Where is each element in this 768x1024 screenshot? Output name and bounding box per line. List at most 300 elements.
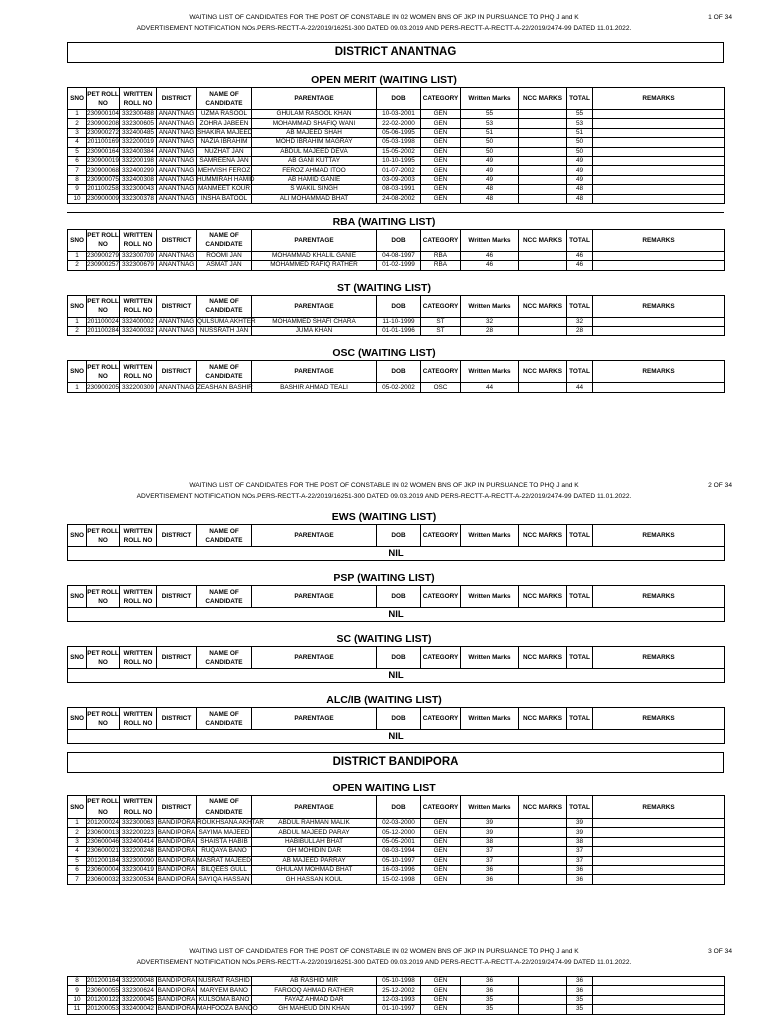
cell-written-roll-no: 332300605 bbox=[120, 119, 157, 128]
cell-remarks bbox=[593, 110, 725, 119]
cell-category: GEN bbox=[421, 185, 461, 194]
cell-candidate-name: ZEASHAN BASHIR bbox=[197, 383, 253, 391]
header-notification: ADVERTISEMENT NOTIFICATION NOs.PERS-RECTT-A-22/2019/16251-300 DATED 09.03.2019 AND PERS-RECTT-A-RECTT-A-22/2019/2474-99 DATED 11.01.2022. bbox=[136, 959, 632, 966]
column-header-category: CATEGORY bbox=[421, 647, 461, 669]
column-header-pet-roll-no: PET ROLL NO bbox=[87, 796, 120, 819]
cell-pet-roll-no: 201100284 bbox=[87, 327, 119, 335]
cell-remarks bbox=[593, 175, 725, 184]
cell-category: RBA bbox=[421, 261, 461, 270]
cell-written-marks: 51 bbox=[461, 128, 519, 137]
cell-written-marks: 37 bbox=[461, 847, 519, 856]
cell-remarks bbox=[593, 194, 725, 203]
column-header-written-roll-no: WRITTEN ROLL NO bbox=[120, 647, 157, 669]
cell-total: 39 bbox=[567, 819, 593, 828]
cell-candidate-name: SAYIMA MAJEED bbox=[198, 828, 250, 836]
cell-remarks bbox=[593, 138, 725, 147]
column-header-sno: SNO bbox=[68, 295, 87, 317]
waiting-list-table bbox=[67, 360, 725, 392]
column-header-category: CATEGORY bbox=[421, 708, 461, 730]
cell-written-roll-no: 332400384 bbox=[120, 147, 157, 156]
header-notification: ADVERTISEMENT NOTIFICATION NOs.PERS-RECTT-A-22/2019/16251-300 DATED 09.03.2019 AND PERS-RECTT-A-RECTT-A-22/2019/2474-99 DATED 11.01.2022. bbox=[136, 25, 632, 32]
waiting-list-table bbox=[67, 795, 725, 885]
cell-parentage: AB MAJEED PARRAY bbox=[252, 856, 377, 865]
column-header-sno: SNO bbox=[68, 361, 87, 383]
cell-category: GEN bbox=[421, 166, 461, 175]
table-row bbox=[68, 156, 725, 165]
column-header-candidate-name: NAME OF CANDIDATE bbox=[197, 88, 252, 110]
cell-total: 49 bbox=[567, 156, 593, 165]
column-header-category: CATEGORY bbox=[421, 229, 461, 251]
header-notification: ADVERTISEMENT NOTIFICATION NOs.PERS-RECTT-A-22/2019/16251-300 DATED 09.03.2019 AND PERS-RECTT-A-RECTT-A-22/2019/2474-99 DATED 11.01.2022. bbox=[136, 493, 632, 500]
cell-written-roll-no: 332300419 bbox=[120, 865, 157, 874]
cell-dob: 22-02-2000 bbox=[377, 119, 421, 128]
header-title: WAITING LIST OF CANDIDATES FOR THE POST OF CONSTABLE IN 02 WOMEN BNS OF JKP IN PURSUANCE TO PHQ J and K bbox=[189, 14, 579, 21]
column-header-written-marks: Written Marks bbox=[461, 361, 519, 383]
cell-pet-roll-no: 230600046 bbox=[87, 837, 119, 845]
column-header-pet-roll-no: PET ROLL NO bbox=[87, 708, 120, 730]
cell-category: GEN bbox=[421, 995, 461, 1004]
table-row bbox=[68, 138, 725, 147]
cell-total: 37 bbox=[567, 856, 593, 865]
cell-district: ANANTNAG bbox=[157, 261, 197, 270]
section-title: SC (WAITING LIST) bbox=[336, 633, 432, 645]
cell-category: ST bbox=[421, 327, 461, 336]
cell-total: 39 bbox=[567, 828, 593, 837]
separator bbox=[67, 212, 724, 213]
cell-total: 36 bbox=[567, 865, 593, 874]
column-header-written-marks: Written Marks bbox=[461, 525, 519, 547]
cell-candidate-name: SAMREENA JAN bbox=[197, 156, 252, 165]
cell-written-roll-no: 332400414 bbox=[120, 837, 157, 846]
cell-sno: 1 bbox=[68, 317, 87, 326]
column-header-parentage: PARENTAGE bbox=[252, 647, 377, 669]
cell-written-marks: 39 bbox=[461, 828, 519, 837]
cell-parentage: FAROOQ AHMAD RATHER bbox=[252, 986, 377, 995]
cell-total: 35 bbox=[567, 1005, 593, 1014]
column-header-written-marks: Written Marks bbox=[461, 647, 519, 669]
table-header-row bbox=[68, 796, 725, 819]
waiting-list-table bbox=[67, 87, 725, 204]
page-header bbox=[0, 12, 768, 42]
cell-candidate-name: QULSUMA AKHTER bbox=[197, 317, 256, 325]
cell-sno: 10 bbox=[68, 194, 87, 203]
cell-pet-roll-no: 201200024 bbox=[87, 819, 119, 827]
cell-ncc-marks bbox=[519, 819, 567, 828]
cell-category: GEN bbox=[421, 837, 461, 846]
waiting-list-table bbox=[67, 524, 725, 561]
column-header-category: CATEGORY bbox=[421, 295, 461, 317]
cell-written-roll-no: 332300488 bbox=[120, 110, 157, 119]
cell-total: 37 bbox=[567, 847, 593, 856]
cell-parentage: HABIBULLAH BHAT bbox=[252, 837, 377, 846]
column-header-total: TOTAL bbox=[567, 525, 593, 547]
cell-sno: 6 bbox=[68, 156, 87, 165]
cell-district: ANANTNAG bbox=[157, 110, 197, 119]
column-header-ncc-marks: NCC MARKS bbox=[519, 647, 567, 669]
table-header-row bbox=[68, 229, 725, 251]
cell-district: BANDIPORA bbox=[157, 866, 196, 874]
cell-total: 48 bbox=[567, 185, 593, 194]
cell-district: ANANTNAG bbox=[157, 156, 197, 165]
column-header-written-roll-no: WRITTEN ROLL NO bbox=[120, 295, 157, 317]
waiting-list-table bbox=[67, 976, 725, 1015]
cell-remarks bbox=[593, 317, 725, 326]
column-header-written-marks: Written Marks bbox=[461, 229, 519, 251]
cell-candidate-name: NUSSRATH JAN bbox=[197, 327, 252, 336]
column-header-total: TOTAL bbox=[567, 647, 593, 669]
cell-category: GEN bbox=[421, 147, 461, 156]
table-row bbox=[68, 147, 725, 156]
cell-dob: 01-07-2002 bbox=[377, 166, 421, 175]
cell-dob: 02-03-2000 bbox=[377, 819, 421, 828]
table-header-row bbox=[68, 525, 725, 547]
column-header-parentage: PARENTAGE bbox=[252, 525, 377, 547]
cell-parentage: FEROZ AHMAD ITOO bbox=[252, 166, 377, 175]
cell-parentage: FAYAZ AHMAD DAR bbox=[252, 995, 377, 1004]
table-row bbox=[68, 847, 725, 856]
table-row bbox=[68, 977, 725, 986]
cell-total: 36 bbox=[567, 986, 593, 995]
column-header-sno: SNO bbox=[68, 229, 87, 251]
column-header-sno: SNO bbox=[68, 647, 87, 669]
cell-written-marks: 48 bbox=[461, 185, 519, 194]
column-header-district: DISTRICT bbox=[157, 229, 197, 251]
cell-dob: 12-03-1993 bbox=[377, 995, 421, 1004]
table-row bbox=[68, 986, 725, 995]
cell-dob: 01-01-1996 bbox=[377, 327, 421, 336]
column-header-written-marks: Written Marks bbox=[461, 586, 519, 608]
cell-remarks bbox=[593, 856, 725, 865]
cell-written-marks: 46 bbox=[461, 261, 519, 270]
table-body bbox=[68, 383, 725, 392]
cell-written-roll-no: 332300043 bbox=[120, 185, 157, 194]
cell-ncc-marks bbox=[519, 837, 567, 846]
cell-sno: 2 bbox=[68, 119, 87, 128]
column-header-candidate-name: NAME OF CANDIDATE bbox=[197, 361, 252, 383]
cell-district: BANDIPORA bbox=[157, 837, 196, 845]
cell-parentage: ABDUL MAJEED DEVA bbox=[252, 147, 377, 156]
waiting-list-table bbox=[67, 585, 725, 622]
cell-district: BANDIPORA bbox=[157, 847, 196, 855]
cell-district: BANDIPORA bbox=[157, 856, 196, 864]
column-header-parentage: PARENTAGE bbox=[252, 229, 377, 251]
cell-candidate-name: INSHA BATOOL bbox=[197, 194, 252, 203]
table-body bbox=[68, 819, 725, 885]
column-header-written-marks: Written Marks bbox=[461, 88, 519, 110]
column-header-ncc-marks: NCC MARKS bbox=[519, 525, 567, 547]
cell-pet-roll-no: 230900009 bbox=[87, 194, 119, 202]
cell-district: ANANTNAG bbox=[157, 317, 197, 326]
cell-dob: 05-05-2001 bbox=[377, 837, 421, 846]
cell-parentage: ALI MOHAMMAD BHAT bbox=[252, 194, 377, 203]
cell-written-roll-no: 332300378 bbox=[120, 194, 157, 203]
cell-candidate-name: NAZIA IBRAHIM bbox=[197, 138, 252, 147]
table-body bbox=[68, 317, 725, 336]
section-title: ST (WAITING LIST) bbox=[337, 281, 431, 294]
cell-pet-roll-no: 230900068 bbox=[87, 166, 119, 174]
column-header-pet-roll-no: PET ROLL NO bbox=[87, 361, 120, 383]
cell-total: 51 bbox=[567, 128, 593, 137]
table-header-row bbox=[68, 586, 725, 608]
column-header-total: TOTAL bbox=[567, 88, 593, 110]
cell-category: GEN bbox=[421, 119, 461, 128]
cell-written-roll-no: 332400032 bbox=[120, 327, 157, 336]
cell-total: 46 bbox=[567, 251, 593, 260]
cell-candidate-name: SHAKIRA MAJEED bbox=[197, 128, 253, 136]
cell-ncc-marks bbox=[519, 175, 567, 184]
cell-written-marks: 49 bbox=[461, 156, 519, 165]
cell-written-roll-no: 332200309 bbox=[120, 383, 157, 392]
cell-remarks bbox=[593, 327, 725, 336]
cell-written-roll-no: 332300709 bbox=[120, 251, 157, 260]
column-header-remarks: REMARKS bbox=[593, 88, 725, 110]
column-header-remarks: REMARKS bbox=[593, 796, 725, 819]
column-header-pet-roll-no: PET ROLL NO bbox=[87, 229, 120, 251]
column-header-district: DISTRICT bbox=[157, 295, 197, 317]
cell-dob: 05-10-1998 bbox=[377, 977, 421, 986]
column-header-pet-roll-no: PET ROLL NO bbox=[87, 295, 120, 317]
cell-dob: 05-02-2002 bbox=[377, 383, 421, 392]
column-header-parentage: PARENTAGE bbox=[252, 295, 377, 317]
cell-remarks bbox=[593, 156, 725, 165]
cell-ncc-marks bbox=[519, 128, 567, 137]
column-header-parentage: PARENTAGE bbox=[252, 361, 377, 383]
cell-written-marks: 44 bbox=[461, 383, 519, 392]
cell-district: BANDIPORA bbox=[157, 977, 196, 985]
cell-dob: 05-06-1995 bbox=[377, 128, 421, 137]
column-header-total: TOTAL bbox=[567, 796, 593, 819]
column-header-ncc-marks: NCC MARKS bbox=[519, 586, 567, 608]
cell-sno: 7 bbox=[68, 875, 87, 884]
section-title: OSC (WAITING LIST) bbox=[332, 347, 436, 360]
table-header-row bbox=[68, 295, 725, 317]
column-header-candidate-name: NAME OF CANDIDATE bbox=[197, 525, 252, 547]
cell-category: RBA bbox=[421, 251, 461, 260]
column-header-written-marks: Written Marks bbox=[461, 295, 519, 317]
cell-remarks bbox=[593, 847, 725, 856]
column-header-written-marks: Written Marks bbox=[461, 796, 519, 819]
cell-written-marks: 36 bbox=[461, 977, 519, 986]
cell-remarks bbox=[593, 128, 725, 137]
cell-category: GEN bbox=[421, 875, 461, 884]
cell-written-marks: 46 bbox=[461, 251, 519, 260]
section-title: RBA (WAITING LIST) bbox=[332, 215, 436, 228]
cell-dob: 10-10-1995 bbox=[377, 156, 421, 165]
cell-ncc-marks bbox=[519, 119, 567, 128]
column-header-sno: SNO bbox=[68, 525, 87, 547]
cell-dob: 08-03-1994 bbox=[377, 847, 421, 856]
page-number: 2 OF 34 bbox=[708, 482, 732, 489]
cell-pet-roll-no: 201200164 bbox=[87, 977, 119, 985]
column-header-total: TOTAL bbox=[567, 295, 593, 317]
cell-ncc-marks bbox=[519, 875, 567, 884]
cell-district: ANANTNAG bbox=[157, 175, 197, 184]
cell-candidate-name: ASMAT JAN bbox=[197, 261, 252, 270]
cell-parentage: MOHAMMED RAFIQ RATHER bbox=[252, 261, 377, 270]
cell-parentage: MOHD IBRAHIM MAGRAY bbox=[252, 138, 377, 147]
cell-parentage: AB HAMID GANIE bbox=[252, 175, 377, 184]
cell-sno: 11 bbox=[68, 1005, 87, 1014]
cell-category: GEN bbox=[421, 819, 461, 828]
page-3 bbox=[0, 946, 768, 1015]
cell-category: ST bbox=[421, 317, 461, 326]
cell-category: GEN bbox=[421, 986, 461, 995]
cell-category: GEN bbox=[421, 128, 461, 137]
nil-cell: NIL bbox=[68, 608, 725, 622]
column-header-sno: SNO bbox=[68, 88, 87, 110]
cell-remarks bbox=[593, 819, 725, 828]
cell-ncc-marks bbox=[519, 865, 567, 874]
cell-sno: 8 bbox=[68, 977, 87, 986]
column-header-dob: DOB bbox=[377, 361, 421, 383]
column-header-sno: SNO bbox=[68, 586, 87, 608]
cell-category: GEN bbox=[421, 1005, 461, 1014]
cell-written-roll-no: 332400299 bbox=[120, 166, 157, 175]
cell-dob: 04-08-1997 bbox=[377, 251, 421, 260]
cell-written-roll-no: 332200048 bbox=[120, 977, 157, 986]
cell-written-marks: 35 bbox=[461, 1005, 519, 1014]
table-row bbox=[68, 194, 725, 203]
cell-candidate-name: RUQAYA BANO bbox=[197, 847, 252, 856]
cell-written-roll-no: 332200223 bbox=[120, 828, 157, 837]
cell-parentage: JUMA KHAN bbox=[252, 327, 377, 336]
cell-pet-roll-no: 230600004 bbox=[87, 866, 119, 874]
column-header-dob: DOB bbox=[377, 88, 421, 110]
page-header bbox=[0, 480, 768, 510]
cell-total: 46 bbox=[567, 261, 593, 270]
cell-district: BANDIPORA bbox=[157, 875, 196, 883]
cell-total: 53 bbox=[567, 119, 593, 128]
cell-category: GEN bbox=[421, 856, 461, 865]
cell-sno: 1 bbox=[68, 110, 87, 119]
cell-dob: 05-10-1997 bbox=[377, 856, 421, 865]
cell-written-roll-no: 332200248 bbox=[120, 847, 157, 856]
column-header-parentage: PARENTAGE bbox=[252, 796, 377, 819]
cell-remarks bbox=[593, 865, 725, 874]
cell-written-roll-no: 332200019 bbox=[120, 138, 157, 147]
cell-remarks bbox=[593, 383, 725, 392]
page-1 bbox=[0, 12, 768, 393]
cell-candidate-name: MARYEM BANO bbox=[197, 986, 252, 995]
cell-written-roll-no: 332300063 bbox=[120, 819, 157, 828]
table-row bbox=[68, 995, 725, 1004]
column-header-ncc-marks: NCC MARKS bbox=[519, 295, 567, 317]
cell-remarks bbox=[593, 828, 725, 837]
cell-parentage: GH MAHEUD DIN KHAN bbox=[252, 1005, 377, 1014]
cell-sno: 10 bbox=[68, 995, 87, 1004]
cell-written-marks: 49 bbox=[461, 175, 519, 184]
table-body bbox=[68, 251, 725, 270]
cell-parentage: MOHAMMAD SHAFIQ WANI bbox=[252, 119, 377, 128]
column-header-total: TOTAL bbox=[567, 229, 593, 251]
nil-cell: NIL bbox=[68, 730, 725, 744]
cell-written-roll-no: 332400002 bbox=[120, 317, 157, 326]
cell-written-marks: 39 bbox=[461, 819, 519, 828]
column-header-remarks: REMARKS bbox=[593, 295, 725, 317]
table-row bbox=[68, 828, 725, 837]
cell-ncc-marks bbox=[519, 977, 567, 986]
cell-district: BANDIPORA bbox=[157, 828, 196, 836]
column-header-written-roll-no: WRITTEN ROLL NO bbox=[120, 525, 157, 547]
cell-parentage: BASHIR AHMAD TEALI bbox=[252, 383, 377, 392]
column-header-remarks: REMARKS bbox=[593, 361, 725, 383]
cell-written-marks: 53 bbox=[461, 119, 519, 128]
cell-candidate-name: BILQEES GULL bbox=[197, 865, 252, 874]
table-row bbox=[68, 327, 725, 336]
column-header-parentage: PARENTAGE bbox=[252, 88, 377, 110]
header-title: WAITING LIST OF CANDIDATES FOR THE POST OF CONSTABLE IN 02 WOMEN BNS OF JKP IN PURSUANCE TO PHQ J and K bbox=[189, 948, 579, 955]
cell-candidate-name: NUSRAT RASHID bbox=[198, 977, 250, 985]
cell-written-marks: 49 bbox=[461, 166, 519, 175]
cell-candidate-name: ZOHRA JABEEN bbox=[197, 119, 252, 128]
cell-sno: 2 bbox=[68, 261, 87, 270]
district-title: DISTRICT ANANTNAG bbox=[67, 42, 724, 63]
cell-written-marks: 37 bbox=[461, 856, 519, 865]
column-header-candidate-name: NAME OF CANDIDATE bbox=[197, 586, 252, 608]
cell-parentage: GH HASSAN KOUL bbox=[252, 875, 377, 884]
cell-district: ANANTNAG bbox=[157, 166, 197, 175]
cell-remarks bbox=[593, 875, 725, 884]
cell-total: 48 bbox=[567, 194, 593, 203]
cell-remarks bbox=[593, 995, 725, 1004]
cell-sno: 1 bbox=[68, 251, 87, 260]
section-title: ALC/IB (WAITING LIST) bbox=[326, 694, 442, 706]
cell-parentage: AB RASHID MIR bbox=[252, 977, 377, 986]
cell-sno: 2 bbox=[68, 828, 87, 837]
table-row bbox=[68, 185, 725, 194]
column-header-category: CATEGORY bbox=[421, 361, 461, 383]
column-header-candidate-name: NAME OF CANDIDATE bbox=[197, 229, 252, 251]
column-header-pet-roll-no: PET ROLL NO bbox=[87, 647, 120, 669]
column-header-written-marks: Written Marks bbox=[461, 708, 519, 730]
cell-dob: 03-09-2003 bbox=[377, 175, 421, 184]
cell-dob: 16-03-1996 bbox=[377, 865, 421, 874]
waiting-list-table bbox=[67, 646, 725, 683]
column-header-ncc-marks: NCC MARKS bbox=[519, 229, 567, 251]
cell-pet-roll-no: 230900104 bbox=[87, 110, 119, 118]
cell-parentage: S WAKIL SINGH bbox=[252, 185, 377, 194]
column-header-parentage: PARENTAGE bbox=[252, 708, 377, 730]
cell-ncc-marks bbox=[519, 147, 567, 156]
column-header-district: DISTRICT bbox=[157, 708, 197, 730]
table-row bbox=[68, 865, 725, 874]
column-header-candidate-name: NAME OF CANDIDATE bbox=[197, 295, 252, 317]
cell-district: BANDIPORA bbox=[157, 1005, 196, 1013]
cell-candidate-name: MEHVISH FEROZ bbox=[197, 166, 251, 174]
cell-district: ANANTNAG bbox=[157, 383, 197, 392]
cell-district: ANANTNAG bbox=[157, 119, 197, 128]
cell-total: 49 bbox=[567, 175, 593, 184]
cell-candidate-name: ROUKHSANA AKHTAR bbox=[197, 819, 264, 827]
cell-pet-roll-no: 201200184 bbox=[87, 856, 119, 864]
table-body bbox=[68, 110, 725, 204]
table-header-row bbox=[68, 647, 725, 669]
page-number: 3 OF 34 bbox=[708, 948, 732, 955]
column-header-sno: SNO bbox=[68, 796, 87, 819]
table-row bbox=[68, 819, 725, 828]
cell-ncc-marks bbox=[519, 317, 567, 326]
cell-remarks bbox=[593, 251, 725, 260]
cell-sno: 5 bbox=[68, 147, 87, 156]
cell-total: 32 bbox=[567, 317, 593, 326]
column-header-written-roll-no: WRITTEN ROLL NO bbox=[120, 361, 157, 383]
cell-pet-roll-no: 230900279 bbox=[87, 252, 119, 260]
cell-category: GEN bbox=[421, 847, 461, 856]
cell-written-roll-no: 332400042 bbox=[120, 1005, 157, 1014]
waiting-list-table bbox=[67, 707, 725, 744]
cell-ncc-marks bbox=[519, 166, 567, 175]
cell-district: BANDIPORA bbox=[157, 819, 196, 827]
